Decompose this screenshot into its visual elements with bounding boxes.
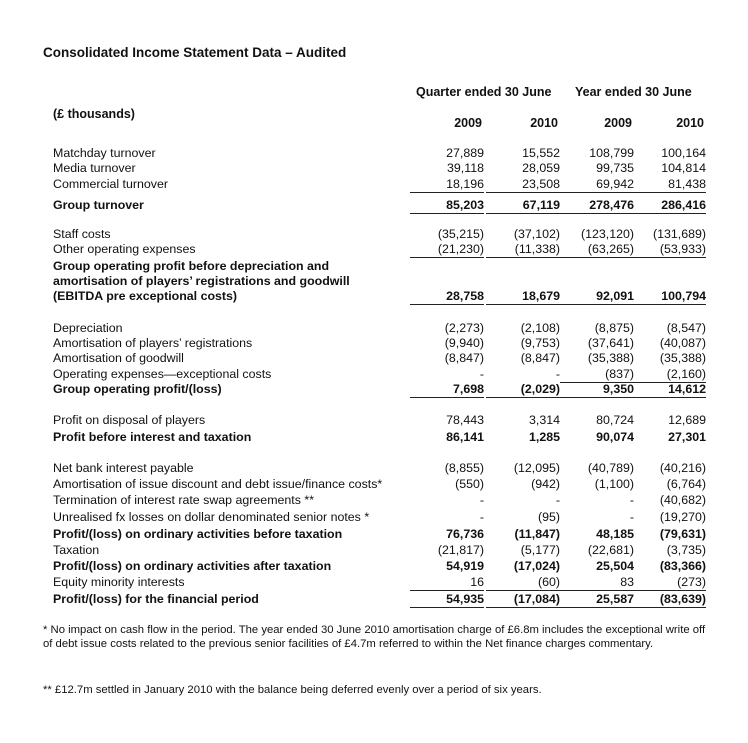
row-value: 39,118 (447, 161, 484, 175)
footnote-2: ** £12.7m settled in January 2010 with the balance being deferred evenly over a period of six years. (43, 684, 542, 696)
row-value: (131,689) (652, 227, 706, 241)
row-value: (1,100) (594, 477, 634, 491)
row-value: 76,736 (446, 527, 484, 541)
row-value: - (479, 493, 484, 507)
row-value: 12,689 (668, 413, 706, 427)
row-label: Profit/(loss) on ordinary activities after taxation (53, 559, 332, 573)
row-value: - (479, 367, 484, 381)
row-value: 16 (410, 574, 484, 591)
row-value: - (555, 493, 560, 507)
row-value: (942) (531, 477, 560, 491)
row-value: 100,794 (632, 288, 706, 305)
row-value: 54,935 (410, 591, 484, 608)
quarter-header: Quarter ended 30 June (416, 85, 552, 99)
row-value: 23,508 (486, 176, 560, 193)
row-value: (35,388) (659, 351, 706, 365)
row-value: (60) (486, 574, 560, 591)
row-value: (8,855) (444, 461, 484, 475)
year-header: Year ended 30 June (575, 85, 692, 99)
row-label: Profit before interest and taxation (53, 430, 252, 444)
row-value: (11,847) (514, 527, 560, 541)
row-value: (8,547) (666, 321, 706, 335)
row-value: 25,587 (560, 591, 634, 608)
row-value: 92,091 (560, 288, 634, 305)
row-label: (EBITDA pre exceptional costs) (53, 289, 238, 303)
row-value: 9,350 (560, 381, 634, 398)
row-value: (2,273) (444, 321, 484, 335)
row-value: - (479, 510, 484, 524)
row-value: (12,095) (513, 461, 560, 475)
row-value: (273) (632, 574, 706, 591)
row-label: Staff costs (53, 227, 111, 241)
row-value: (17,084) (486, 591, 560, 608)
row-label: Unrealised fx losses on dollar denominated senior notes * (53, 510, 370, 524)
row-value: (53,933) (632, 241, 706, 258)
row-value: 1,285 (528, 430, 560, 444)
row-label: Termination of interest rate swap agreements ** (53, 493, 315, 507)
row-value: (40,682) (659, 493, 706, 507)
row-value: (5,177) (520, 543, 560, 557)
row-value: - (629, 510, 634, 524)
row-value: (9,940) (444, 336, 484, 350)
row-label: Media turnover (53, 161, 136, 175)
row-value: 7,698 (410, 381, 484, 398)
row-value: 278,476 (560, 197, 634, 214)
row-label: Commercial turnover (53, 177, 168, 191)
row-label: amortisation of players’ registrations and goodwill (53, 274, 350, 288)
row-value: 90,074 (596, 430, 634, 444)
row-value: 54,919 (446, 559, 484, 573)
row-value: (37,641) (587, 336, 634, 350)
row-value: (17,024) (513, 559, 560, 573)
row-value: (22,681) (587, 543, 634, 557)
row-label: Amortisation of goodwill (53, 351, 184, 365)
row-label: Taxation (53, 543, 100, 557)
row-value: 28,758 (410, 288, 484, 305)
row-value: 99,735 (596, 161, 634, 175)
row-value: (837) (560, 366, 634, 383)
row-label: Other operating expenses (53, 242, 196, 256)
row-value: - (629, 493, 634, 507)
row-value: 85,203 (410, 197, 484, 214)
row-value: (8,847) (444, 351, 484, 365)
row-value: - (555, 367, 560, 381)
row-value: 28,059 (522, 161, 560, 175)
row-value: 78,443 (446, 413, 484, 427)
row-value: (550) (455, 477, 484, 491)
row-label: Profit on disposal of players (53, 413, 206, 427)
row-value: (40,087) (659, 336, 706, 350)
col-year-2009: 2009 (604, 116, 632, 130)
row-label: Group operating profit before depreciation and (53, 259, 330, 273)
row-value: 104,814 (661, 161, 706, 175)
row-value: (35,215) (437, 227, 484, 241)
row-label: Group operating profit/(loss) (53, 382, 222, 396)
row-value: 80,724 (596, 413, 634, 427)
row-label: Depreciation (53, 321, 123, 335)
row-label: Net bank interest payable (53, 461, 194, 475)
row-value: 27,889 (446, 146, 484, 160)
row-value: (6,764) (666, 477, 706, 491)
statement-title: Consolidated Income Statement Data – Audited (43, 45, 347, 60)
row-value: 48,185 (596, 527, 634, 541)
row-value: 67,119 (486, 197, 560, 214)
row-label: Profit/(loss) for the financial period (53, 592, 259, 606)
row-value: (2,108) (520, 321, 560, 335)
row-label: Group turnover (53, 198, 144, 212)
row-value: (83,639) (632, 591, 706, 608)
col-quarter-2009: 2009 (454, 116, 482, 130)
row-label: Profit/(loss) on ordinary activities before taxation (53, 527, 343, 541)
row-value: (9,753) (520, 336, 560, 350)
row-value: 83 (560, 574, 634, 591)
row-value: (79,631) (659, 527, 706, 541)
row-value: (3,735) (666, 543, 706, 557)
row-value: 86,141 (446, 430, 484, 444)
row-value: (21,817) (437, 543, 484, 557)
row-value: (63,265) (560, 241, 634, 258)
col-quarter-2010: 2010 (530, 116, 558, 130)
row-value: 100,164 (661, 146, 706, 160)
row-value: (83,366) (659, 559, 706, 573)
row-label: Equity minority interests (53, 575, 185, 589)
row-value: 69,942 (560, 176, 634, 193)
row-value: (11,338) (486, 241, 560, 258)
col-year-2010: 2010 (676, 116, 704, 130)
row-value: (40,216) (659, 461, 706, 475)
row-label: Amortisation of issue discount and debt issue/finance costs* (53, 477, 383, 491)
row-value: (2,160) (632, 366, 706, 383)
row-value: (19,270) (659, 510, 706, 524)
row-value: 18,679 (486, 288, 560, 305)
row-label: Amortisation of players’ registrations (53, 336, 253, 350)
units-label: (£ thousands) (53, 107, 135, 121)
row-label: Operating expenses—exceptional costs (53, 367, 272, 381)
row-value: 25,504 (596, 559, 634, 573)
row-value: (95) (537, 510, 560, 524)
row-value: 286,416 (632, 197, 706, 214)
row-value: (2,029) (486, 381, 560, 398)
row-value: 81,438 (632, 176, 706, 193)
row-value: (21,230) (410, 241, 484, 258)
row-value: (35,388) (587, 351, 634, 365)
row-value: 14,612 (632, 381, 706, 398)
row-label: Matchday turnover (53, 146, 156, 160)
row-value: (8,847) (520, 351, 560, 365)
row-value: 108,799 (589, 146, 634, 160)
row-value: (123,120) (580, 227, 634, 241)
row-value: (40,789) (587, 461, 634, 475)
row-value: 3,314 (528, 413, 560, 427)
row-value: 27,301 (668, 430, 706, 444)
row-value: (8,875) (594, 321, 634, 335)
row-value: (37,102) (513, 227, 560, 241)
footnote-1: * No impact on cash flow in the period. The year ended 30 June 2010 amortisation charge of £6.8m includes the exceptional write off of debt issue costs related to the previous senior facilities of £4.7m referred to within the Net finance charges commentary. (43, 624, 706, 650)
row-value: 15,552 (522, 146, 560, 160)
row-value: 18,196 (410, 176, 484, 193)
